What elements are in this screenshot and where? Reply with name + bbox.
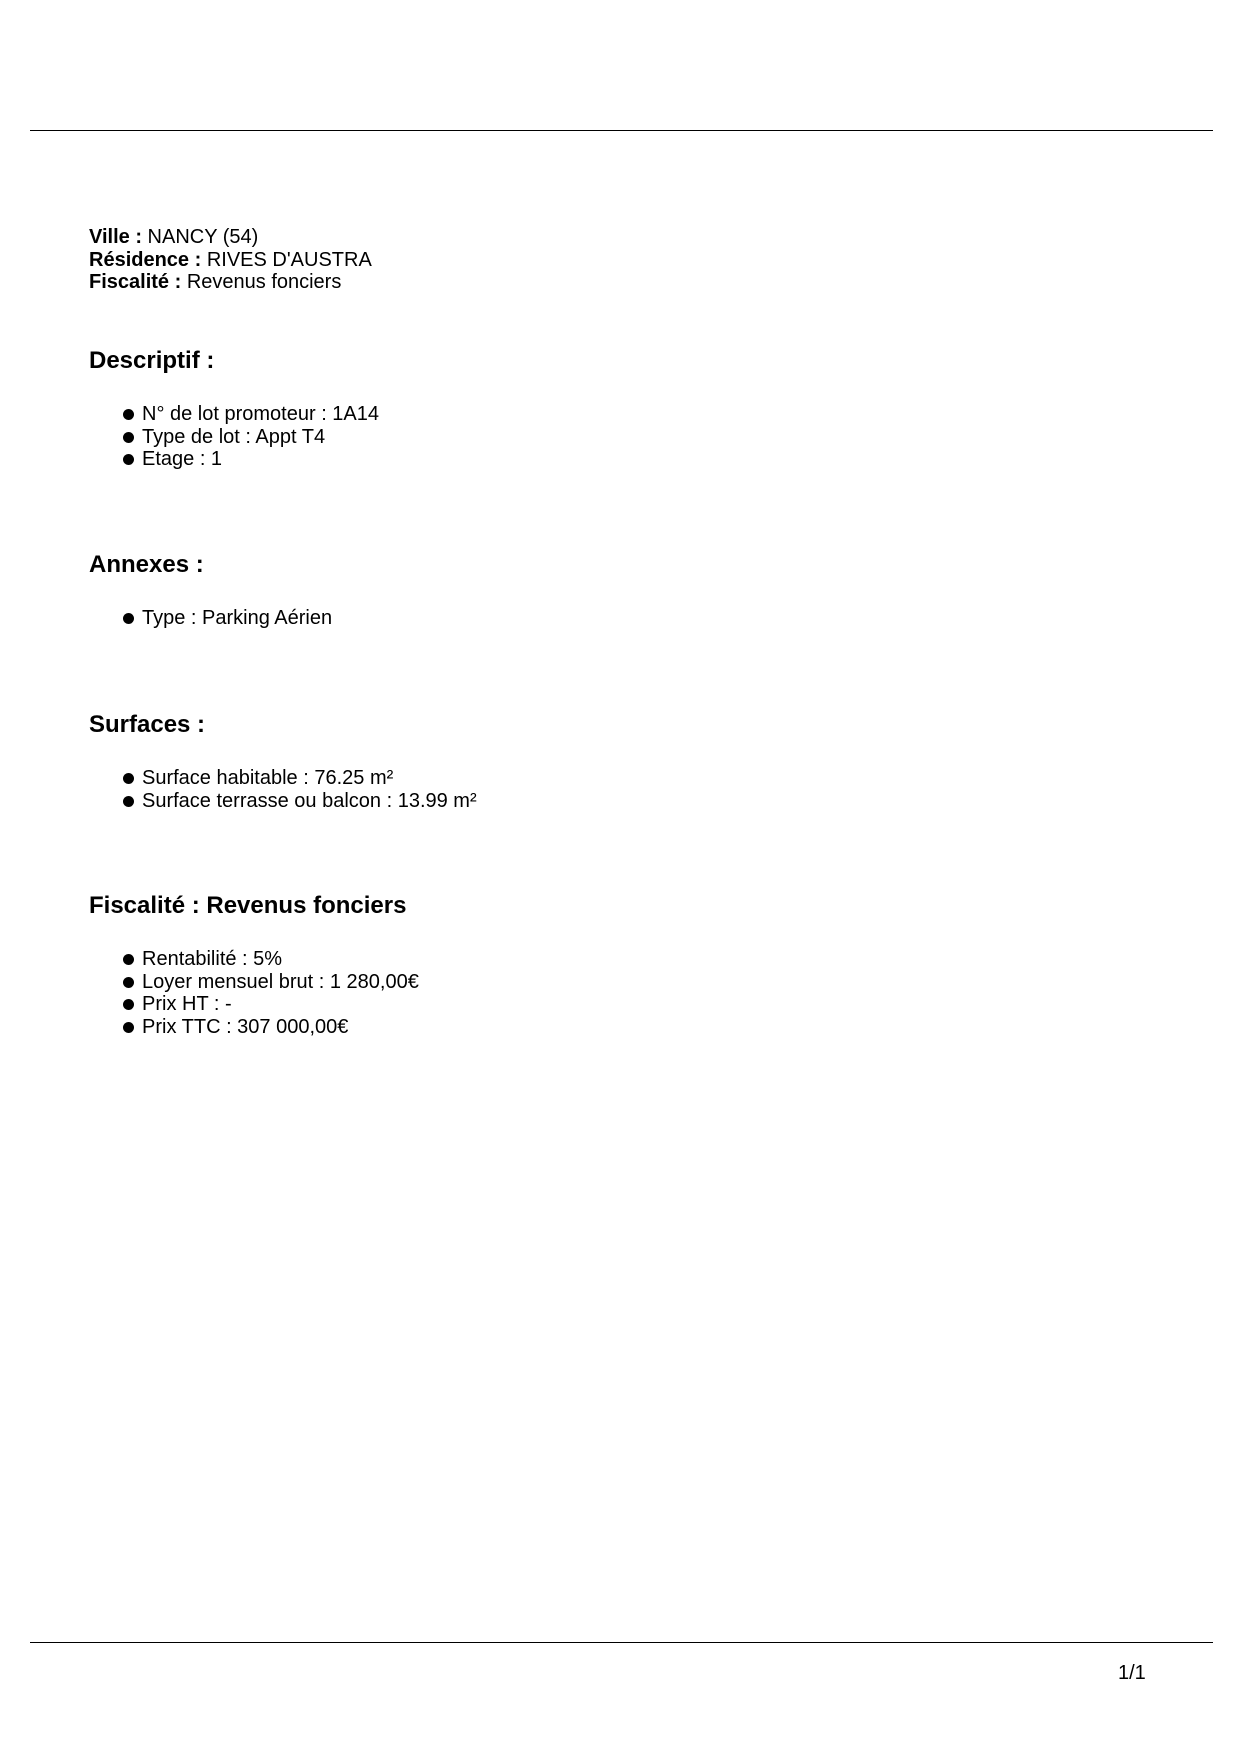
bullet-icon (123, 613, 134, 624)
bullet-icon (123, 796, 134, 807)
footer-divider (30, 1642, 1213, 1643)
list-item-text: Prix HT : - (142, 993, 232, 1015)
section-annexes (89, 551, 333, 629)
ville-line (89, 226, 372, 249)
list-item-text: Surface habitable : 76.25 m² (142, 767, 394, 789)
list-item (123, 948, 419, 971)
fiscalite-value: Revenus fonciers (181, 271, 342, 293)
list-item (123, 993, 419, 1016)
section-descriptif (89, 347, 380, 470)
bullet-icon (123, 954, 134, 965)
list-item-text: Surface terrasse ou balcon : 13.99 m² (142, 789, 477, 812)
annexes-list (123, 607, 332, 630)
section-title: Annexes : (89, 551, 204, 578)
descriptif-list (123, 403, 379, 471)
list-item-text: Etage : 1 (142, 448, 223, 470)
section-title: Fiscalité : Revenus fonciers (89, 892, 407, 919)
list-item-text: N° de lot promoteur : 1A14 (142, 403, 380, 425)
section-surfaces (89, 711, 477, 812)
bullet-icon (123, 1022, 134, 1033)
bullet-icon (123, 773, 134, 784)
fiscalite-list (123, 948, 419, 1038)
list-item (123, 971, 419, 994)
section-title: Descriptif : (89, 347, 215, 374)
list-item (123, 426, 379, 449)
property-summary (89, 226, 372, 294)
residence-line (89, 249, 372, 272)
ville-value: NANCY (54) (142, 226, 259, 248)
bullet-icon (123, 977, 134, 988)
list-item (123, 1016, 419, 1039)
bullet-icon (123, 409, 134, 420)
bullet-icon (123, 999, 134, 1010)
residence-value: RIVES D'AUSTRA (201, 248, 372, 271)
list-item-text: Type de lot : Appt T4 (142, 425, 326, 448)
list-item (123, 607, 332, 630)
fiscalite-label: Fiscalité : (89, 271, 182, 293)
fiscalite-line (89, 271, 372, 294)
section-title: Surfaces : (89, 711, 206, 738)
surfaces-list (123, 767, 477, 812)
list-item (123, 448, 379, 471)
bullet-icon (123, 432, 134, 443)
list-item-text: Type : Parking Aérien (142, 607, 333, 629)
list-item (123, 790, 477, 813)
list-item-text: Prix TTC : 307 000,00€ (142, 1015, 349, 1038)
page-number: 1/1 (1118, 1662, 1146, 1684)
residence-label: Résidence : (89, 248, 202, 271)
bullet-icon (123, 454, 134, 465)
list-item (123, 767, 477, 790)
list-item-text: Rentabilité : 5% (142, 948, 283, 970)
ville-label: Ville : (89, 226, 142, 248)
section-fiscalite (89, 892, 419, 1038)
header-divider (30, 130, 1213, 131)
list-item (123, 403, 379, 426)
list-item-text: Loyer mensuel brut : 1 280,00€ (142, 970, 419, 993)
